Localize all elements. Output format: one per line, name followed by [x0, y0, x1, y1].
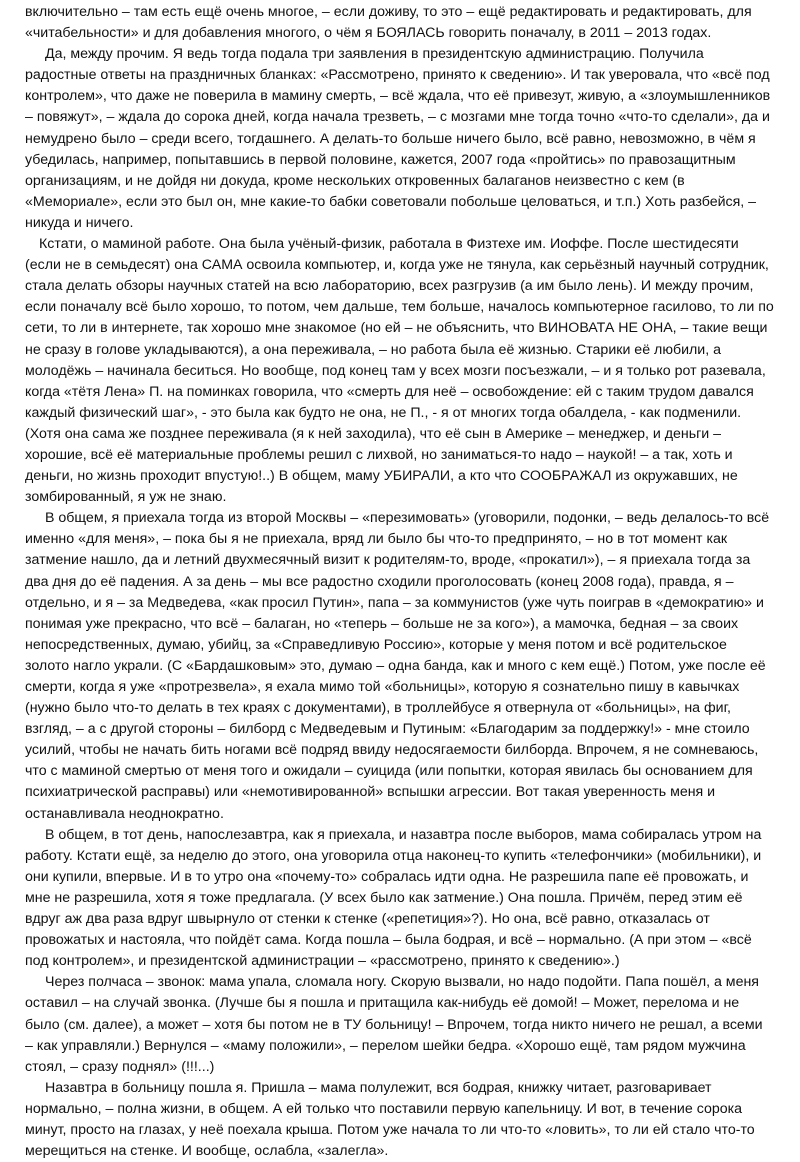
paragraph-continuation: включительно – там есть ещё очень многое, – если доживу, то это – ещё редактировать и редактировать, для «читабельности» и для добавления многого, о чём я БОЯЛАСЬ говорить поначалу, в 2011 – 2013 годах. [25, 4, 752, 42]
paragraph-administration: Да, между прочим. Я ведь тогда подала три заявления в президентскую администрацию. Получила радостные ответы на праздничных бланках: «Рассмотрено, принято к сведению». И так уверовала, что «всё под контролем», что даже не поверила в мамину смерть, – всё ждала, что её привезут, живую, а «злоумышленников – повяжут», – ждала до сорока дней, когда начала трезветь, – с мозгами мне тогда точно «что-то сделали», да и немудрено было – среди всего, тогдашнего. А делать-то больше ничего было, всё равно, невозможно, в чём я убедилась, например, попытавшись в первой половине, кажется, 2007 года «пройтись» по правозащитным организациям, и не дойдя ни докуда, кроме нескольких откровенных балаганов неизвестно с кем (в «Мемориале», если это был он, мне какие-то бабки советовали побольше целоваться, и т.п.) Хоть разбейся, – никуда и ничего. [25, 46, 771, 231]
paragraph-that-day: В общем, в тот день, напослезавтра, как я приехала, и назавтра после выборов, мама собиралась утром на работу. Кстати ещё, за неделю до этого, она уговорила отца наконец-то купить «телефончики» (мобильники), и они купили, впервые. И в то утро она «почему-то» собралась идти одна. Не разрешила папе её провожать, и мне не разрешила, хотя я тоже предлагала. (У всех было как затмение.) Она пошла. Причём, перед этим её вдруг аж два раза вдруг швырнуло от стенки к стенке («репетиция»?). Но она, всё равно, отказалась от провожатых и настояла, что пойдёт сама. Когда пошла – была бодрая, и всё – нормально. (А при этом – «всё под контролем», и президентской администрации – «рассмотрено, принято к сведению».) [25, 826, 762, 970]
paragraph-arrival-elections: В общем, я приехала тогда из второй Москвы – «перезимовать» (уговорили, подонки, – ведь делалось-то всё именно «для меня», – пока бы я не приехала, вряд ли было бы что-то предпринято, – но в тот момент как затмение нашло, да и летний двухмесячный визит к родителям-то, вроде, «прокатил»), – я приехала тогда за два дня до её падения. А за день – мы все радостно сходили проголосовать (конец 2008 года), правда, я – отдельно, и я – за Медведева, «как просил Путин», папа – за коммунистов (уже чуть поиграв в «демократию» и понимая уже прекрасно, что всё – балаган, но «теперь – больше не за кого»), а мамочка, бедная – за своих непосредственных, думаю, убийц, за «Справедливую Россию», которые у меня потом и всё родительское золото нагло украли. (С «Бардашковым» это, думаю – одна банда, как и много с кем ещё.) Потом, уже после её смерти, когда я уже «протрезвела», я ехала мимо той «больницы», которую я сознательно пишу в кавычках (нужно было что-то делать в тех краях с документами), в троллейбусе я отвернула от «больницы», на фиг, взгляд, – а с другой стороны – билборд с Медведевым и Путиным: «Благодарим за поддержку!» - мне стоило усилий, чтобы не начать бить ногами всё подряд ввиду недосягаемости билборда. Впрочем, я не сомневаюсь, что с маминой смертью от меня того и ожидали – суицида (или попытки, которая явилась бы основанием для психиатрической расправы) или «немотивированной» вспышки агрессии. Вот такая уверенность меня и останавливала неоднократно. [25, 510, 770, 822]
paragraph-mothers-work: Кстати, о маминой работе. Она была учёный-физик, работала в Физтехе им. Иоффе. После шестидесяти (если не в семьдесят) она САМА освоила компьютер, и, когда уже не тянула, как серьёзный научный сотрудник, стала делать обзоры научных статей на всю лабораторию, всех разгрузив (а им было лень). И между прочим, если поначалу всё было хорошо, то потом, чем дальше, тем больше, началось компьютерное гасилово, то ли по сети, то ли в интернете, так хорошо мне знакомое (но ей – не объяснить, что ВИНОВАТА НЕ ОНА, – такие вещи не сразу в голове укладываются), а она переживала, – но работа была её жизнью. Старики её любили, а молодёжь – начинала беситься. Но вообще, под конец там у всех мозги посъезжали, – и я только рот разевала, когда «тётя Лена» П. на поминках говорила, что «смерть для неё – освобождение: ей с таким трудом давался каждый физический шаг», - это была как будто не она, не П., - я от многих тогда обалдела, - как подменили. (Хотя она сама же позднее переживала (я к ней заходила), что её сын в Америке – менеджер, и деньги – хорошие, всё её материальные проблемы решил с лихвой, но заниматься-то надо – наукой! – а так, хоть и деньги, но жизнь проходит впустую!..) В общем, маму УБИРАЛИ, а кто что СООБРАЖАЛ из окружавших, не зомбированный, я уж не знаю. [25, 236, 774, 506]
paragraph-hospital-visit: Назавтра в больницу пошла я. Пришла – мама полулежит, вся бодрая, книжку читает, разговаривает нормально, – полна жизни, в общем. А ей только что поставили первую капельницу. И вот, в течение сорока минут, просто на глазах, у неё поехала крыша. Потом уже начала то ли что-то «ловить», то ли ей стало что-то мерещиться на стенке. И вообще, ослабла, «залегла». [25, 1079, 755, 1160]
paragraph-phone-call: Через полчаса – звонок: мама упала, сломала ногу. Скорую вызвали, но надо подойти. Папа пошёл, а меня оставил – на случай звонка. (Лучше бы я пошла и притащила как-нибудь её домой! – Может, перелома и не было (см. далее), а может – хотя бы потом не в ТУ больницу! – Впрочем, тогда никто ничего не решал, а всеми – как управляли.) Вернулся – «маму положили», – перелом шейки бедра. «Хорошо ещё, там рядом мужчина стоял, – сразу поднял» (!!!...) [25, 974, 763, 1075]
